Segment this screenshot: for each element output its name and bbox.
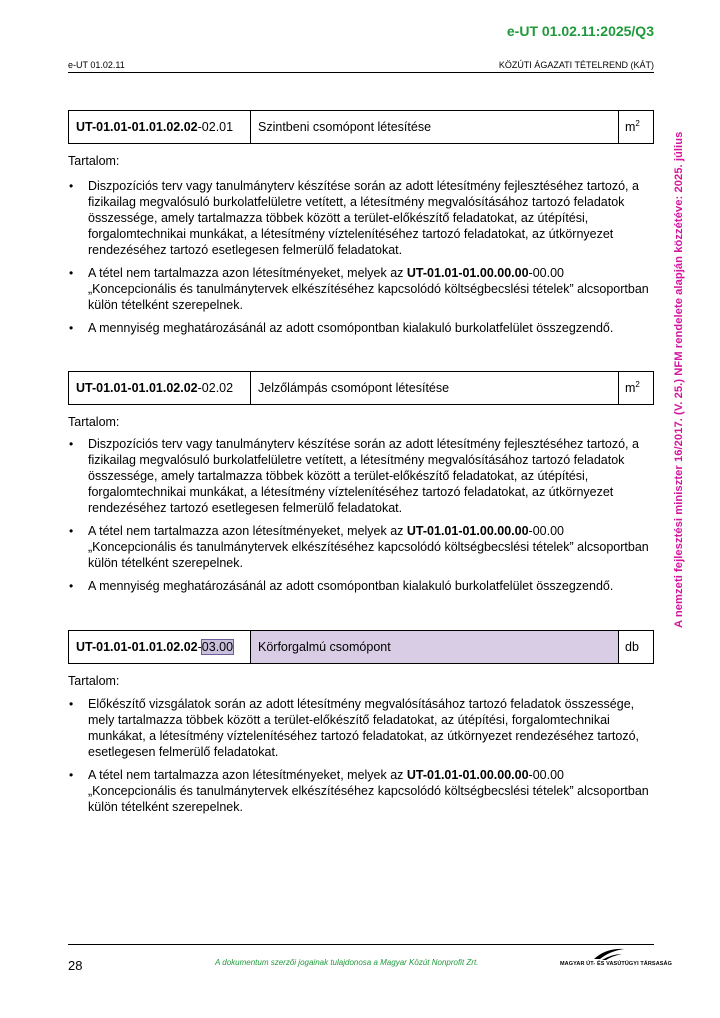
item-title: Jelzőlámpás csomópont létesítése: [251, 372, 619, 405]
item-unit: db: [619, 631, 654, 664]
item-unit: $m^2$: [619, 111, 654, 144]
item-unit: $m^2$: [619, 372, 654, 405]
item-code: UT-01.01-01.01.02.02-03.00: [69, 631, 251, 664]
item-table-3: [68, 630, 654, 664]
item-code: UT-01.01-01.01.02.02-02.02: [69, 372, 251, 405]
highlighted-code-suffix: 03.00: [201, 640, 234, 654]
list-item: • Diszpozíciós terv vagy tanulmányterv készítése során az adott létesítmény fejlesztéséhez tartozó, a fizikailag megvalósuló burkolatfelületre vetített, a létesítmény megvalósításához tartozó feladatok összessége, amely tartalmazza többek között a terület-előkészítő feladatokat, az útépítési, forgalomtechnikai munkákat, a létesítmény víztelenítéséhez tartozó feladatokat, az útkörnyezet rendezéséhez tartozó esetlegesen felmerülő feladatokat.: [68, 436, 654, 516]
logo-swoosh-icon: [592, 946, 626, 962]
bullet-list-1: [68, 178, 654, 343]
list-item: • A mennyiség meghatározásánál az adott csomópontban kialakuló burkolatfelület összegzendő.: [68, 578, 654, 594]
logo-text: MAGYAR ÚT- ÉS VASÚTÜGYI TÁRSASÁG: [560, 961, 672, 967]
header-right: KÖZÚTI ÁGAZATI TÉTELREND (KÁT): [498, 60, 654, 70]
tartalom-label: Tartalom:: [68, 154, 120, 168]
tartalom-label: Tartalom:: [68, 674, 120, 688]
bullet-list-3: [68, 696, 654, 822]
list-item: • A tétel nem tartalmazza azon létesítményeket, melyek az UT-01.01-01.00.00.00-00.00 „Koncepcionális és tanulmánytervek elkészítéséhez kapcsolódó költségbecslési tételek” alcsoportban külön tételként szerepelnek.: [68, 265, 654, 313]
item-title: Körforgalmú csomópont: [251, 631, 619, 664]
page-number: 28: [68, 958, 83, 973]
header-rule: [68, 72, 654, 73]
footer-rule: [68, 944, 654, 945]
list-item: • A mennyiség meghatározásánál az adott csomópontban kialakuló burkolatfelület összegzendő.: [68, 320, 654, 336]
company-logo: [560, 946, 672, 972]
bullet-list-2: [68, 436, 654, 601]
list-item: • A tétel nem tartalmazza azon létesítményeket, melyek az UT-01.01-01.00.00.00-00.00 „Koncepcionális és tanulmánytervek elkészítéséhez kapcsolódó költségbecslési tételek” alcsoportban külön tételként szerepelnek.: [68, 767, 654, 815]
item-title: Szintbeni csomópont létesítése: [251, 111, 619, 144]
side-publication-note: A nemzeti fejlesztési miniszter 16/2017. (V. 25.) NFM rendelete alapján közzétéve: 2025. július: [673, 131, 685, 628]
list-item: • Előkészítő vizsgálatok során az adott létesítmény megvalósításához tartozó feladatok összessége, mely tartalmazza többek között a terület-előkészítő feladatokat, az útépítési, forgalomtechnikai munkákat, a létesítmény víztelenítéséhez tartozó feladatokat, az útkörnyezet rendezéséhez tartozó, esetlegesen felmerülő feladatokat.: [68, 696, 654, 760]
header-left: e-UT 01.02.11: [68, 60, 125, 70]
list-item: • A tétel nem tartalmazza azon létesítményeket, melyek az UT-01.01-01.00.00.00-00.00 „Koncepcionális és tanulmánytervek elkészítéséhez kapcsolódó költségbecslési tételek” alcsoportban külön tételként szerepelnek.: [68, 523, 654, 571]
document-code: e-UT 01.02.11:2025/Q3: [506, 23, 654, 39]
item-code: UT-01.01-01.01.02.02-02.01: [69, 111, 251, 144]
list-item: • Diszpozíciós terv vagy tanulmányterv készítése során az adott létesítmény fejlesztéséhez tartozó, a fizikailag megvalósuló burkolatfelületre vetített, a létesítmény megvalósításához tartozó feladatok összessége, amely tartalmazza többek között a terület-előkészítő feladatokat, az útépítési, forgalomtechnikai munkákat, a létesítmény víztelenítéséhez tartozó feladatokat, az útkörnyezet rendezéséhez tartozó esetlegesen felmerülő feladatokat.: [68, 178, 654, 258]
copyright-note: A dokumentum szerzői jogainak tulajdonosa a Magyar Közút Nonprofit Zrt.: [215, 958, 479, 967]
item-table-2: [68, 371, 654, 405]
tartalom-label: Tartalom:: [68, 415, 120, 429]
item-table-1: [68, 110, 654, 144]
